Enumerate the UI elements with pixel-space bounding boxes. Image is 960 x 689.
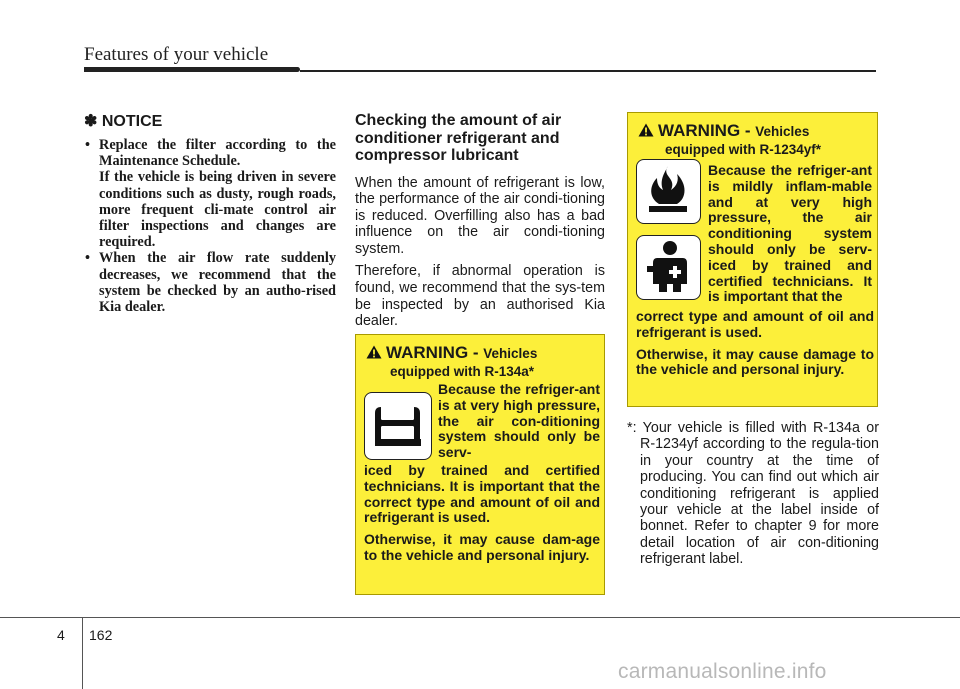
warning-text-cont: iced by trained and certified technicians. It is important that the correct type and amount of oil and refrigerant is used. — [364, 462, 600, 526]
warning-heading — [638, 121, 874, 141]
notice-title: ✽ NOTICE — [84, 113, 163, 130]
notice-section — [84, 111, 336, 315]
section-paragraph: When the amount of refrigerant is low, the performance of the air condi-tioning is reduced. Overfilling also has a bad influence on the air condi-tioning system. — [355, 174, 605, 257]
page-number: 162 — [89, 627, 113, 643]
footer-rule — [0, 617, 960, 618]
technician-icon — [636, 235, 701, 300]
bullet: • — [85, 250, 91, 267]
warning-text-full — [636, 309, 874, 378]
footnote — [627, 420, 879, 568]
section-title: Checking the amount of air conditioner refrigerant and compressor lubricant — [355, 112, 562, 164]
header-rule-thick — [84, 67, 300, 72]
warning-sub1: Vehicles — [755, 124, 810, 139]
page-header-title: Features of your vehicle — [84, 44, 269, 65]
chapter-number: 4 — [57, 627, 65, 643]
warning-text-right: Because the refriger-ant is mildly inflam-mable and at very high pressure, the air conditioning system should only be serv-iced by trained and certified technicians. It is important that the — [708, 162, 872, 305]
header-rule-thin — [300, 70, 876, 72]
footnote-text: *: Your vehicle is filled with R-134a or R-1234yf according to the regula-tion in your country at the time of producing. You can find out which air conditioning refrigerant is applied your vehicle at the label inside of bonnet. Refer to chapter 9 for more detail location of air con-ditioning refrigerant label. — [627, 420, 879, 568]
warning-heading — [366, 343, 602, 363]
warning-triangle-icon — [366, 345, 382, 359]
warning-label: WARNING - — [658, 121, 751, 140]
notice-item — [84, 137, 336, 250]
warning-sub2: equipped with R-134a* — [390, 364, 535, 379]
notice-line: Replace the filter according to the Maintenance Schedule. — [99, 137, 336, 170]
warning-text-full — [364, 463, 600, 564]
warning-text-para2: Otherwise, it may cause damage to the vehicle and personal injury. — [636, 345, 874, 378]
notice-line: If the vehicle is being driven in severe conditions such as dusty, rough roads, more frequent cli-mate control air filter inspections and changes are required. — [99, 169, 336, 251]
refrigerant-section — [355, 112, 605, 336]
notice-line: When the air flow rate suddenly decreases, we recommend that the system be checked by an autho-rised Kia dealer. — [99, 250, 336, 316]
bullet: • — [85, 137, 91, 153]
watermark: carmanualsonline.info — [618, 660, 827, 683]
warning-label: WARNING - — [386, 343, 479, 362]
manual-wrench-icon — [364, 392, 432, 460]
flammable-icon — [636, 159, 701, 224]
warning-text-right: Because the refriger-ant is at very high pressure, the air con-ditioning system should only be serv- — [438, 381, 600, 461]
footer-divider — [82, 617, 83, 689]
warning-sub2: equipped with R-1234yf* — [665, 142, 822, 157]
warning-box-r134a — [355, 334, 605, 595]
warning-box-r1234yf — [627, 112, 878, 407]
warning-sub1: Vehicles — [483, 346, 538, 361]
warning-text-para2: Otherwise, it may cause dam-age to the vehicle and personal injury. — [364, 531, 600, 563]
warning-triangle-icon — [638, 123, 654, 137]
warning-text-cont: correct type and amount of oil and refrigerant is used. — [636, 308, 874, 340]
section-paragraph: Therefore, if abnormal operation is found, we recommend that the sys-tem be inspected by an authorised Kia dealer. — [355, 263, 605, 330]
notice-list — [84, 137, 336, 315]
notice-item — [84, 250, 336, 315]
